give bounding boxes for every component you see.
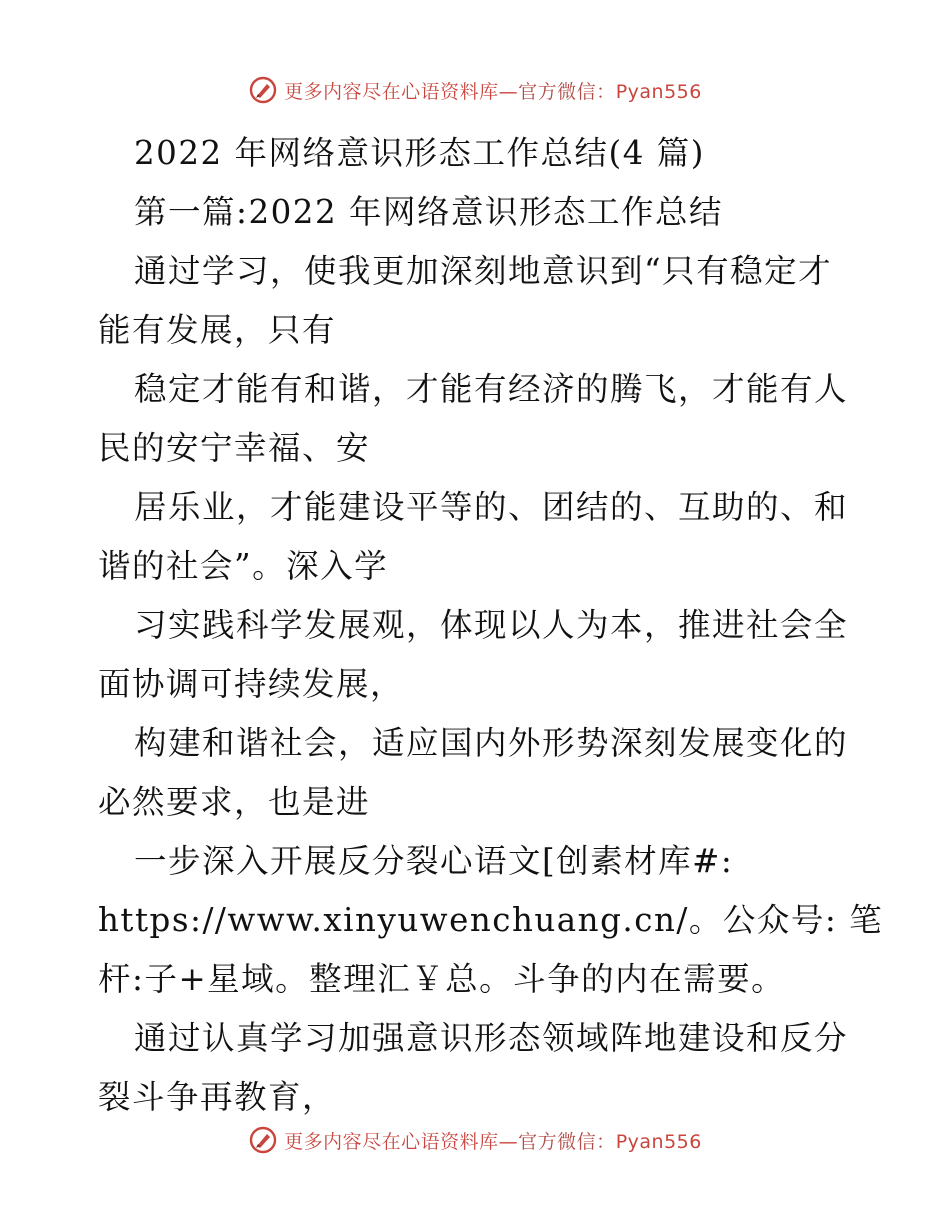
- paragraph-line: 能有发展，只有: [98, 311, 337, 349]
- paragraph-line: https://www.xinyuwenchuang.cn/。公众号: 笔: [98, 901, 884, 939]
- pen-nib-logo-icon: [248, 75, 278, 105]
- pen-nib-logo-icon: [248, 1125, 278, 1155]
- paragraph-line: 习实践科学发展观，体现以人为本，推进社会全: [134, 606, 849, 644]
- paragraph-line: 谐的社会”。深入学: [98, 547, 389, 585]
- banner-text: [284, 77, 702, 104]
- paragraph-line: 裂斗争再教育，: [98, 1078, 337, 1116]
- banner-wechat-label: 官方微信：: [518, 80, 616, 103]
- document-subtitle: 第一篇:2022 年网络意识形态工作总结: [134, 193, 723, 231]
- document-title: 2022 年网络意识形态工作总结(4 篇): [134, 134, 705, 172]
- paragraph-line: 居乐业，才能建设平等的、团结的、互助的、和: [134, 488, 849, 526]
- paragraph-line: 一步深入开展反分裂心语文[创素材库#:: [134, 842, 734, 880]
- banner-separator: —: [498, 1130, 519, 1153]
- paragraph-line: 必然要求，也是进: [98, 783, 371, 821]
- banner-account: Pyan556: [615, 1130, 702, 1153]
- paragraph-line: 构建和谐社会，适应国内外形势深刻发展变化的: [134, 724, 849, 762]
- footer-banner: [0, 1120, 950, 1160]
- banner-site-text: 更多内容尽在心语资料库: [284, 1130, 499, 1153]
- paragraph-line: 稳定才能有和谐，才能有经济的腾飞，才能有人: [134, 370, 849, 408]
- header-banner: [0, 70, 950, 110]
- banner-separator: —: [498, 80, 519, 103]
- banner-wechat-label: 官方微信：: [518, 1130, 616, 1153]
- paragraph-line: 通过认真学习加强意识形态领域阵地建设和反分: [134, 1019, 849, 1057]
- banner-text: [284, 1127, 702, 1154]
- banner-site-text: 更多内容尽在心语资料库: [284, 80, 499, 103]
- banner-account: Pyan556: [615, 80, 702, 103]
- paragraph-line: 民的安宁幸福、安: [98, 429, 371, 467]
- document-body: [98, 124, 884, 1127]
- paragraph-line: 通过学习，使我更加深刻地意识到“只有稳定才: [134, 252, 833, 290]
- paragraph-line: 面协调可持续发展，: [98, 665, 405, 703]
- paragraph-line: 杆:子+星域。整理汇￥总。斗争的内在需要。: [98, 960, 786, 998]
